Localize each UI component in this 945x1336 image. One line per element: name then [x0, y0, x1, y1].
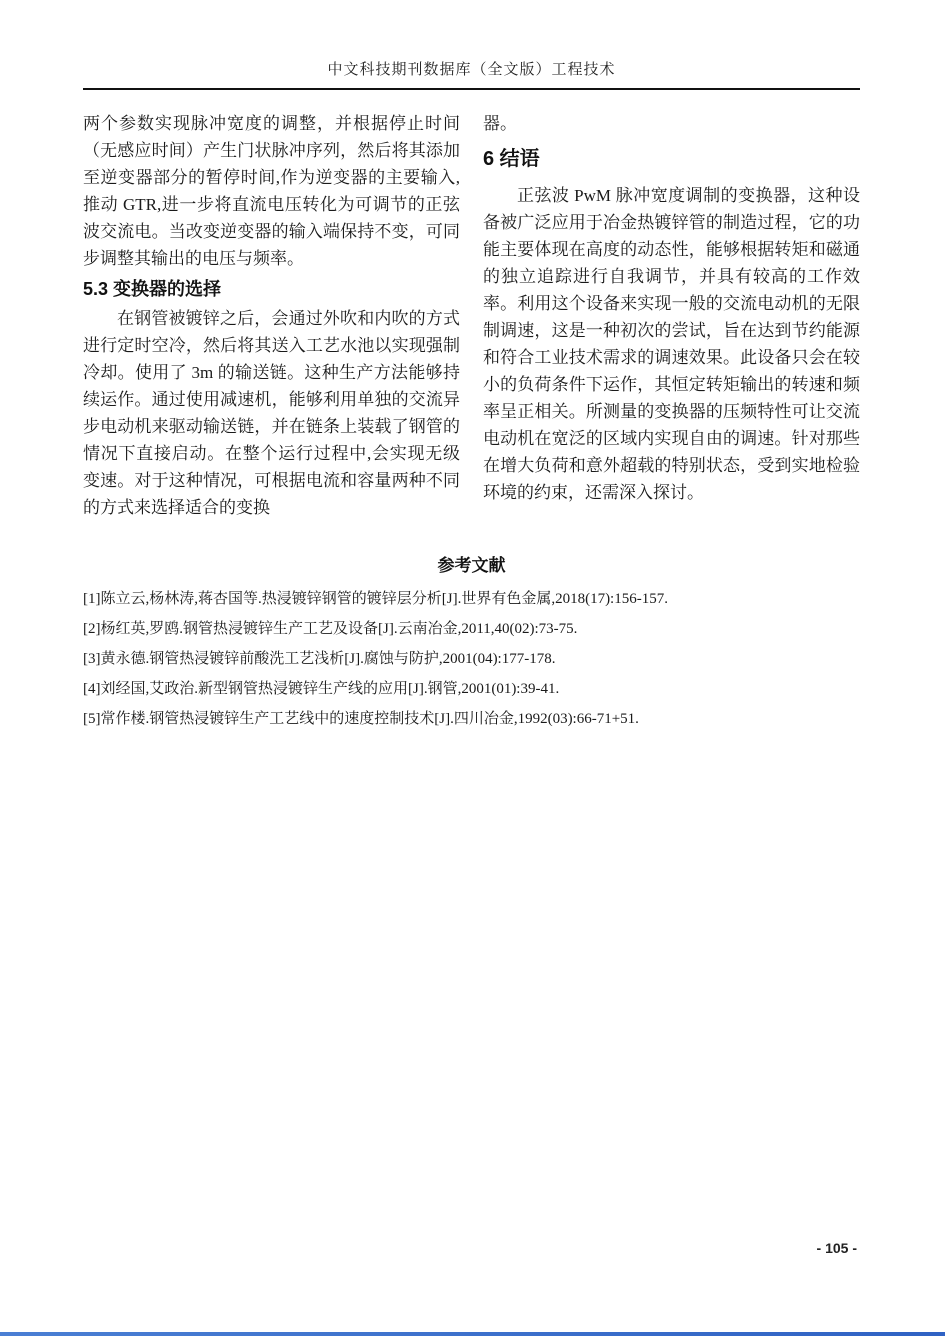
section-heading-5-3: 5.3 变换器的选择 [83, 279, 222, 299]
section-heading-6: 6 结语 [483, 148, 540, 170]
reference-item: [5]常作楼.钢管热浸镀锌生产工艺线中的速度控制技术[J].四川冶金,1992(03):66-71+51. [83, 711, 639, 727]
references-list [83, 584, 860, 734]
right-paragraph-continuation: 器。 [483, 114, 517, 133]
reference-item: [4]刘经国,艾政治.新型钢管热浸镀锌生产线的应用[J].钢管,2001(01):39-41. [83, 681, 560, 697]
right-section-paragraph: 正弦波 PwM 脉冲宽度调制的变换器，这种设备被广泛应用于冶金热镀锌管的制造过程，它的功能主要体现在高度的动态性，能够根据转矩和磁通的独立追踪进行自我调节，并具有较高的工作效率。利用这个设备来实现一般的交流电动机的无限制调速，这是一种初次的尝试，旨在达到节约能源和符合工业技术需求的调速效果。此设备只会在较小的负荷条件下运作，其恒定转矩输出的转速和频率呈正相关。所测量的变换器的压频特性可让交流电动机在宽泛的区域内实现自由的调速。针对那些在增大负荷和意外超载的特别状态，受到实地检验环境的约束，还需深入探讨。 [483, 186, 860, 502]
paper-page [83, 0, 860, 1336]
left-section-paragraph: 在钢管被镀锌之后，会通过外吹和内吹的方式进行定时空冷，然后将其送入工艺水池以实现强制冷却。使用了 3m 的输送链。这种生产方法能够持续运作。通过使用减速机，能够利用单独的交流异步电动机来驱动输送链，并在链条上装载了钢管的情况下直接启动。在整个运行过程中,会实现无级变速。对于这种情况，可根据电流和容量两种不同的方式来选择适合的变换 [83, 309, 460, 517]
references-section [83, 551, 860, 734]
reference-item: [3]黄永德.钢管热浸镀锌前酸洗工艺浅析[J].腐蚀与防护,2001(04):177-178. [83, 651, 556, 667]
page-number: - 105 - [816, 1240, 857, 1256]
header-rule [83, 88, 860, 90]
reference-item: [1]陈立云,杨林涛,蒋杏国等.热浸镀锌钢管的镀锌层分析[J].世界有色金属,2018(17):156-157. [83, 591, 668, 607]
left-paragraph-continuation: 两个参数实现脉冲宽度的调整，并根据停止时间（无感应时间）产生门状脉冲序列，然后将其添加至逆变器部分的暂停时间,作为逆变器的主要输入,推动 GTR,进一步将直流电压转化为可调节的正弦波交流电。当改变逆变器的输入端保持不变，可同步调整其输出的电压与频率。 [83, 114, 460, 268]
bottom-edge-strip [0, 1332, 945, 1336]
reference-item: [2]杨红英,罗鸥.钢管热浸镀锌生产工艺及设备[J].云南冶金,2011,40(02):73-75. [83, 621, 578, 637]
journal-header: 中文科技期刊数据库（全文版）工程技术 [327, 62, 616, 78]
left-column [83, 110, 460, 521]
body-columns [83, 110, 860, 521]
references-heading: 参考文献 [437, 556, 506, 575]
right-column [483, 110, 860, 521]
